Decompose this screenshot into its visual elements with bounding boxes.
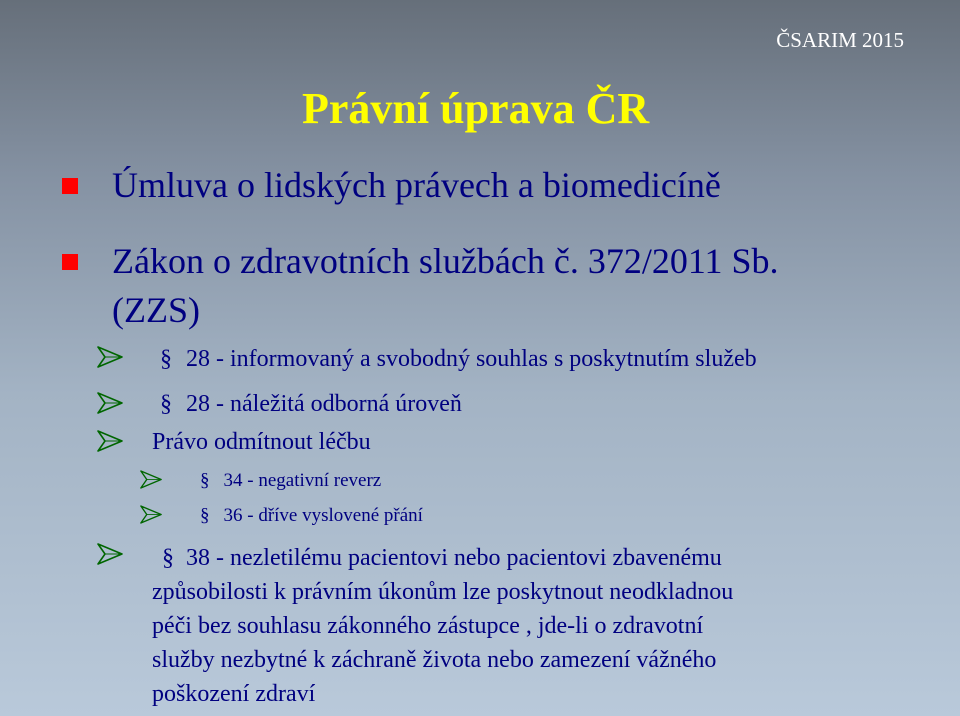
section-sign: §	[200, 470, 210, 491]
slide-title: Právní úprava ČR	[302, 84, 650, 133]
paragraph-line-text: 38 - nezletilému pacientovi nebo pacientovi zbavenému	[186, 545, 722, 571]
section-sign: §	[160, 391, 172, 417]
bullet-zakon-zzs: (ZZS)	[112, 290, 200, 330]
item-text: 34 - negativní reverz	[223, 470, 382, 491]
paragraph-line: způsobilosti k právním úkonům lze poskytnout neodkladnou	[152, 579, 734, 605]
item-text: 28 - informovaný a svobodný souhlas s poskytnutím služeb	[186, 346, 757, 372]
paragraph-line: služby nezbytné k záchraně života nebo zamezení vážného	[152, 647, 717, 673]
corner-label: ČSARIM 2015	[776, 28, 904, 52]
item-38-nezletily-pacient	[152, 541, 942, 711]
arrowhead-bullet-icon	[140, 505, 162, 524]
arrowhead-bullet-icon	[97, 392, 123, 414]
item-text: 28 - náležitá odborná úroveň	[186, 391, 462, 417]
arrowhead-bullet-icon	[97, 430, 123, 452]
section-sign: §	[160, 346, 172, 372]
red-square-bullet-icon	[62, 178, 78, 194]
paragraph-line: péči bez souhlasu zákonného zástupce , jde-li o zdravotní	[152, 613, 704, 639]
section-sign: §	[200, 505, 210, 526]
item-28-odborna-uroven	[160, 391, 462, 418]
item-34-negativni-reverz	[200, 470, 381, 492]
item-text: 36 - dříve vyslovené přání	[223, 505, 423, 526]
section-sign: §	[162, 545, 174, 571]
item-pravo-odmitnout: Právo odmítnout léčbu	[152, 429, 371, 455]
red-square-bullet-icon	[62, 254, 78, 270]
arrowhead-bullet-icon	[140, 470, 162, 489]
item-36-drive-vyslovene	[200, 505, 423, 527]
item-28-informed-consent	[160, 346, 757, 373]
paragraph-line	[152, 541, 942, 575]
paragraph-line: poškození zdraví	[152, 681, 316, 707]
bullet-zakon: Zákon o zdravotních službách č. 372/2011 Sb.	[112, 241, 779, 281]
bullet-umluva: Úmluva o lidských právech a biomedicíně	[112, 165, 721, 205]
arrowhead-bullet-icon	[97, 543, 123, 565]
arrowhead-bullet-icon	[97, 346, 123, 368]
